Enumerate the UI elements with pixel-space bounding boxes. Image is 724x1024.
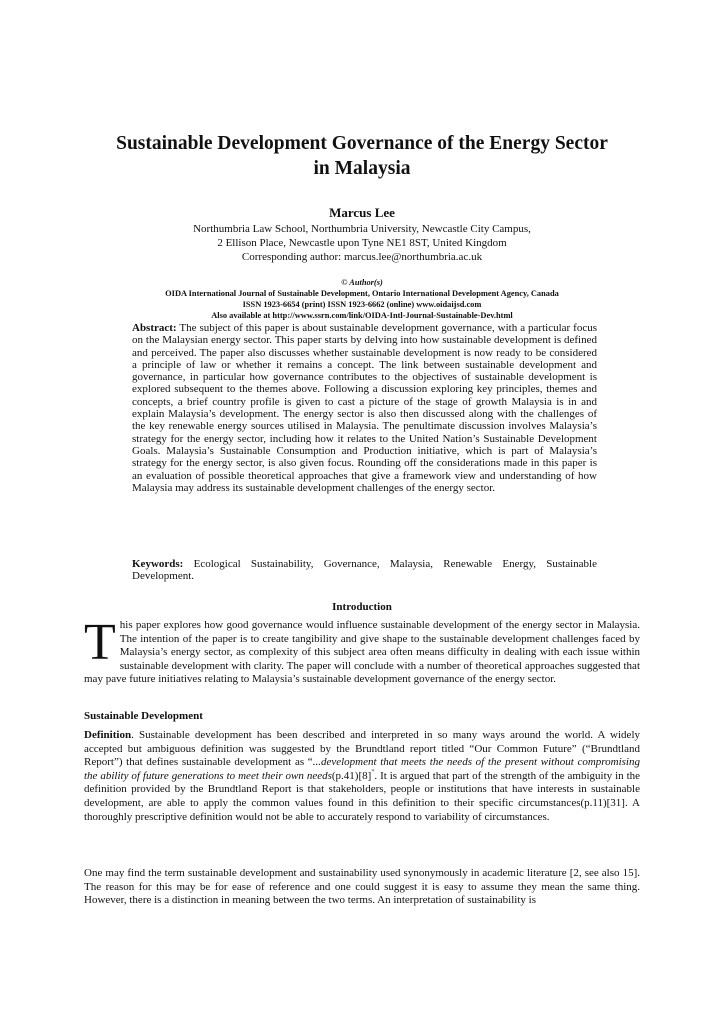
title-line-1: Sustainable Development Governance of the Energy Sector — [116, 133, 608, 154]
issn-line: ISSN 1923-6654 (print) ISSN 1923-6662 (online) www.oidaijsd.com — [242, 300, 482, 309]
availability-line: Also available at http://www.ssrn.com/link/OIDA-Intl-Journal-Sustainable-Dev.html — [211, 311, 513, 320]
introduction-paragraph — [84, 614, 640, 687]
definition-text-b: . It is argued that part of the strength of the ambiguity in the definition provided by the Brundtland Report is that stakeholders, people or institutions that have interests in sustainable development, are able to apply the common values found in this definition to their specific circumstances(p.11)[31]. A thoroughly prescriptive definition would not be able to accurately respond to variability of circumstances. — [84, 769, 641, 823]
quote-close: ” — [371, 768, 375, 777]
affiliation-line-1: Northumbria Law School, Northumbria University, Newcastle City Campus, — [193, 223, 531, 235]
author-name: Marcus Lee — [329, 205, 395, 220]
title-line-2: in Malaysia — [313, 158, 411, 179]
affiliation-line-2: 2 Ellison Place, Newcastle upon Tyne NE1 8ST, United Kingdom — [217, 237, 507, 249]
keywords-label: Keywords: — [132, 558, 184, 570]
keywords — [132, 558, 597, 583]
corresponding-author: Corresponding author: marcus.lee@northumbria.ac.uk — [241, 251, 483, 263]
journal-line: OIDA International Journal of Sustainable Development, Ontario International Development Agency, Canada — [165, 289, 559, 298]
definition-label: Definition — [84, 729, 132, 741]
quote-citation: (p.41)[8] — [331, 769, 372, 782]
abstract-text: The subject of this paper is about sustainable development governance, with a particular focus on the Malaysian energy sector. This paper starts by delving into how sustainable development is defined and perceived. The paper also discusses whether sustainable development is now ready to be considered a principle of law or whether it remains a concept. The link between sustainable development and governance, in particular how governance contributes to the objectives of sustainable development is explored subsequent to the themes above. Following a discussion exploring key principles, themes and concepts, a brief country profile is given to cast a picture of the stage of growth Malaysia is in and explain Malaysia’s development. The energy sector is also then discussed along with the challenges of the key renewable energy sources utilised in Malaysia. The penultimate discussion involves Malaysia’s strategy for the energy sector, including how it relates to the United Nation’s Sustainable Development Goals. Malaysia’s Sustainable Consumption and Production initiative, which is part of Malaysia’s strategy for the energy sector, is also given focus. Rounding off the considerations made in this paper is an evaluation of possible theoretical approaches that give a framework view and understanding of how Malaysia may address its sustainable development challenges of the energy sector. — [132, 322, 597, 494]
abstract — [132, 322, 597, 494]
brundtland-quote: ...development that meets the needs of the present without compromising the ability of future generations to meet their own needs — [84, 756, 640, 782]
paper-title — [60, 131, 664, 181]
abstract-label: Abstract: — [132, 322, 177, 334]
definition-paragraph — [84, 729, 640, 824]
synonym-text: One may find the term sustainable development and sustainability used synonymously in academic literature [2, see also 15]. The reason for this may be for ease of reference and one could suggest it is easy to assume they mean the same thing. However, there is a distinction in meaning between the two terms. An interpretation of sustainability is — [84, 867, 640, 907]
sustainable-development-heading: Sustainable Development — [84, 710, 203, 722]
keywords-text: Ecological Sustainability, Governance, Malaysia, Renewable Energy, Sustainable Development. — [132, 558, 597, 583]
synonym-paragraph — [84, 867, 640, 908]
introduction-heading: Introduction — [332, 601, 392, 613]
journal-info — [60, 277, 664, 321]
copyright-line: © Author(s) — [341, 278, 383, 287]
author-affiliation — [60, 222, 664, 264]
introduction-text: his paper explores how good governance would influence sustainable development of the energy sector in Malaysia. The intention of the paper is to create tangibility and give shape to the sustainable development challenges faced by Malaysia’s energy sector, as complexity of this subject area often means difficulty in dealing with each issue within sustainable development with clarity. The paper will conclude with a number of theoretical approaches suggested that may pave future initiatives relating to Malaysia’s sustainable development governance of the energy sector. — [84, 619, 640, 686]
drop-cap: T — [84, 614, 116, 671]
definition-text-a: . Sustainable development has been described and interpreted in so many ways around the world. A widely accepted but ambiguous definition was suggested by the Brundtland report titled “Our Common Future” (“Brundtland Report”) that defines sustainable development as “ — [84, 729, 640, 769]
